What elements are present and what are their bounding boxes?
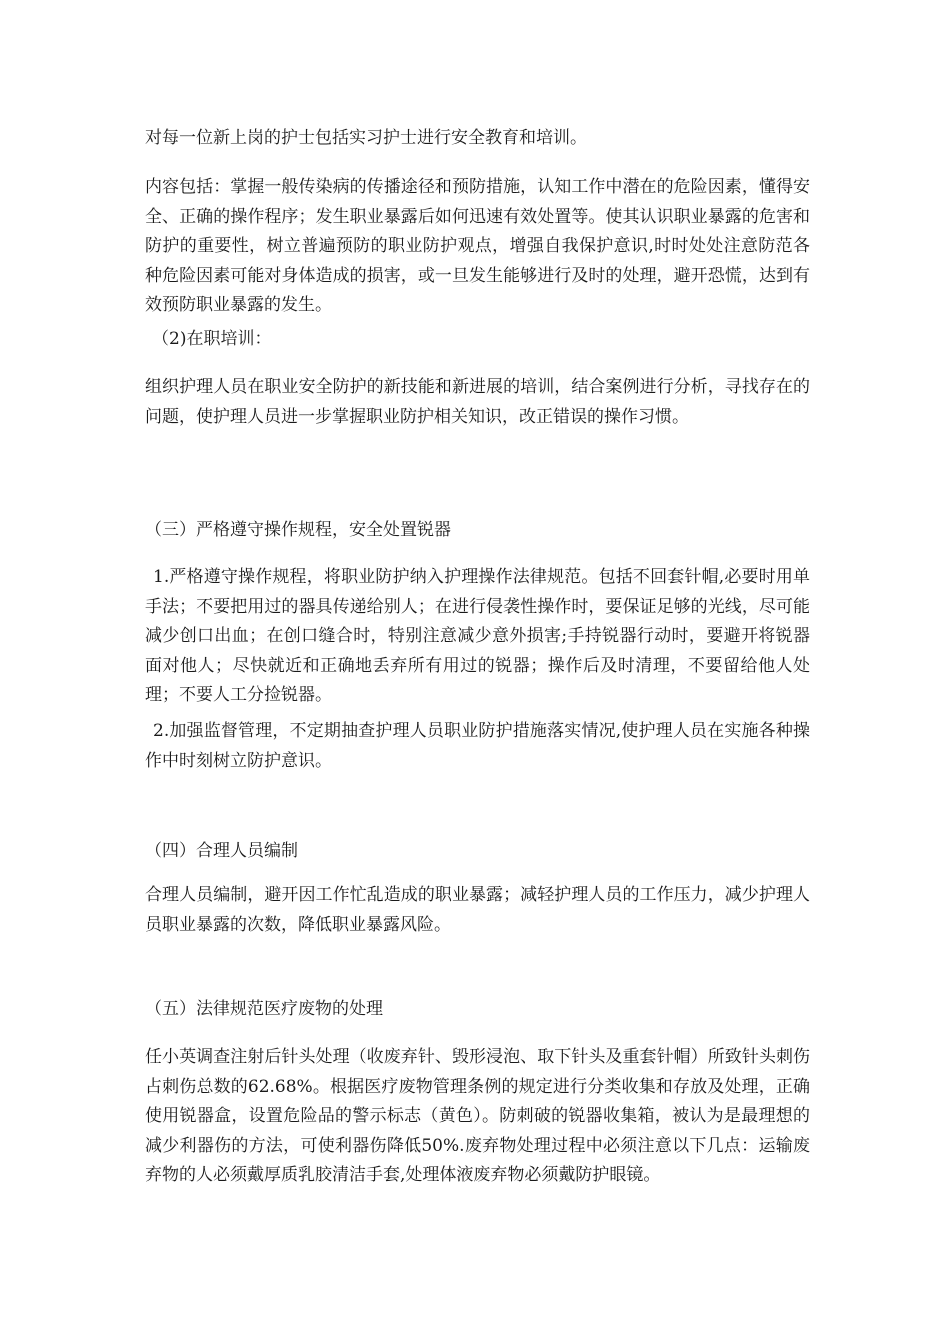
paragraph-training-intro: 对每一位新上岗的护士包括实习护士进行安全教育和培训。 [145, 128, 587, 148]
paragraph-medical-waste: 任小英调查注射后针头处理（收废弃针、毁形浸泡、取下针头及重套针帽）所致针头刺伤占刺伤总数的62.68%。根据医疗废物管理条例的规定进行分类收集和存放及处理，正确使用锐器盒，设置危险品的警示标志（黄色）。防刺破的锐器收集箱，被认为是最理想的减少利器伤的方法，可使利器伤降低50%.废弃物处理过程中必须注意以下几点：运输废弃物的人必须戴厚质乳胶清洁手套,处理体液废弃物必须戴防护眼镜。 [145, 1047, 810, 1185]
paragraph-operating-rules: 1.严格遵守操作规程，将职业防护纳入护理操作法律规范。包括不回套针帽,必要时用单手法；不要把用过的器具传递给别人；在进行侵袭性操作时，要保证足够的光线，尽可能减少创口出血；在创口缝合时，特别注意减少意外损害;手持锐器行动时，要避开将锐器面对他人；尽快就近和正确地丢弃所有用过的锐器；操作后及时清理，不要留给他人处理；不要人工分捡锐器。 [145, 567, 810, 705]
paragraph-in-service-content: 组织护理人员在职业安全防护的新技能和新进展的培训，结合案例进行分析，寻找存在的问题，使护理人员进一步掌握职业防护相关知识，改正错误的操作习惯。 [145, 377, 810, 427]
heading-section-5: （五）法律规范医疗废物的处理 [145, 999, 383, 1019]
heading-section-4: （四）合理人员编制 [145, 841, 298, 861]
heading-in-service-training: （2)在职培训： [152, 329, 272, 349]
paragraph-supervision: 2.加强监督管理，不定期抽查护理人员职业防护措施落实情况,使护理人员在实施各种操作中时刻树立防护意识。 [145, 721, 810, 771]
paragraph-training-content: 内容包括：掌握一般传染病的传播途径和预防措施，认知工作中潜在的危险因素，懂得安全、正确的操作程序；发生职业暴露后如何迅速有效处置等。使其认识职业暴露的危害和防护的重要性，树立普遍预防的职业防护观点，增强自我保护意识,时时处处注意防范各种危险因素可能对身体造成的损害，或一旦发生能够进行及时的处理，避开恐慌，达到有效预防职业暴露的发生。 [145, 177, 810, 315]
paragraph-staffing: 合理人员编制，避开因工作忙乱造成的职业暴露；减轻护理人员的工作压力，减少护理人员职业暴露的次数，降低职业暴露风险。 [145, 885, 810, 935]
heading-section-3: （三）严格遵守操作规程，安全处置锐器 [145, 520, 451, 540]
